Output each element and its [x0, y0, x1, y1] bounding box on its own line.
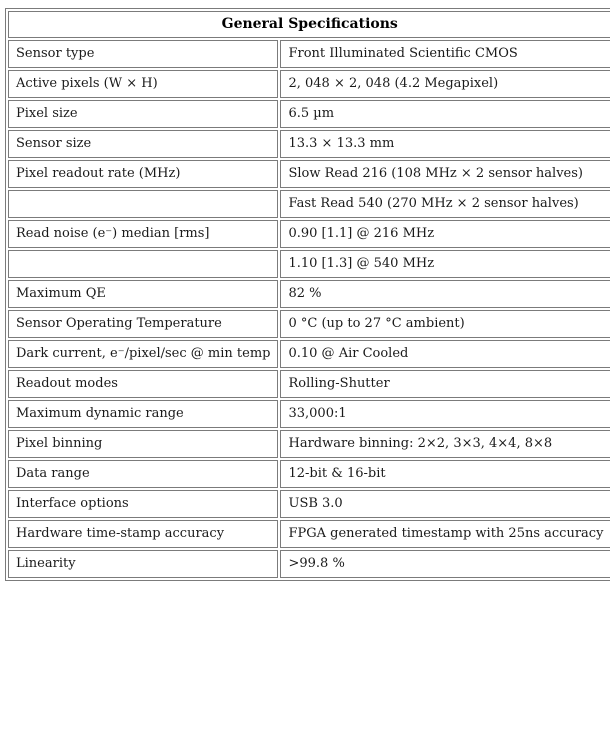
table-row [8, 460, 610, 488]
table-row [8, 220, 610, 248]
spec-value: FPGA generated timestamp with 25ns accuracy [280, 520, 610, 548]
table-title: General Specifications [8, 11, 610, 38]
spec-label: Data range [8, 460, 278, 488]
table-row [8, 40, 610, 68]
spec-value: Front Illuminated Scientific CMOS [280, 40, 610, 68]
spec-label: Linearity [8, 550, 278, 578]
spec-value: Slow Read 216 (108 MHz × 2 sensor halves) [280, 160, 610, 188]
table-row [8, 310, 610, 338]
table-row [8, 130, 610, 158]
table-row [8, 250, 610, 278]
spec-label: Maximum QE [8, 280, 278, 308]
spec-value: Fast Read 540 (270 MHz × 2 sensor halves) [280, 190, 610, 218]
spec-label: Readout modes [8, 370, 278, 398]
spec-value: 33,000:1 [280, 400, 610, 428]
table-row [8, 490, 610, 518]
table-row [8, 430, 610, 458]
table-row [8, 370, 610, 398]
table-row [8, 190, 610, 218]
spec-value: 6.5 µm [280, 100, 610, 128]
spec-label: Sensor size [8, 130, 278, 158]
spec-label [8, 250, 278, 278]
table-row [8, 550, 610, 578]
spec-value: Hardware binning: 2×2, 3×3, 4×4, 8×8 [280, 430, 610, 458]
table-row [8, 520, 610, 548]
spec-label: Pixel readout rate (MHz) [8, 160, 278, 188]
spec-value: USB 3.0 [280, 490, 610, 518]
table-row [8, 160, 610, 188]
general-specifications-table [5, 8, 610, 581]
spec-label: Pixel binning [8, 430, 278, 458]
spec-label: Dark current, e⁻/pixel/sec @ min temp [8, 340, 278, 368]
spec-label: Read noise (e⁻) median [rms] [8, 220, 278, 248]
spec-value: 2, 048 × 2, 048 (4.2 Megapixel) [280, 70, 610, 98]
spec-value: 0.10 @ Air Cooled [280, 340, 610, 368]
spec-label: Sensor Operating Temperature [8, 310, 278, 338]
spec-label: Hardware time-stamp accuracy [8, 520, 278, 548]
spec-label: Pixel size [8, 100, 278, 128]
table-row [8, 280, 610, 308]
spec-label: Maximum dynamic range [8, 400, 278, 428]
spec-value: 1.10 [1.3] @ 540 MHz [280, 250, 610, 278]
spec-value: 13.3 × 13.3 mm [280, 130, 610, 158]
table-title-row [8, 11, 610, 38]
spec-value: 0 °C (up to 27 °C ambient) [280, 310, 610, 338]
spec-value: 12-bit & 16-bit [280, 460, 610, 488]
spec-value: 82 % [280, 280, 610, 308]
spec-label: Active pixels (W × H) [8, 70, 278, 98]
spec-label: Sensor type [8, 40, 278, 68]
spec-value: Rolling-Shutter [280, 370, 610, 398]
spec-value: 0.90 [1.1] @ 216 MHz [280, 220, 610, 248]
table-row [8, 340, 610, 368]
spec-value: >99.8 % [280, 550, 610, 578]
table-row [8, 70, 610, 98]
table-row [8, 100, 610, 128]
spec-label [8, 190, 278, 218]
table-row [8, 400, 610, 428]
spec-label: Interface options [8, 490, 278, 518]
